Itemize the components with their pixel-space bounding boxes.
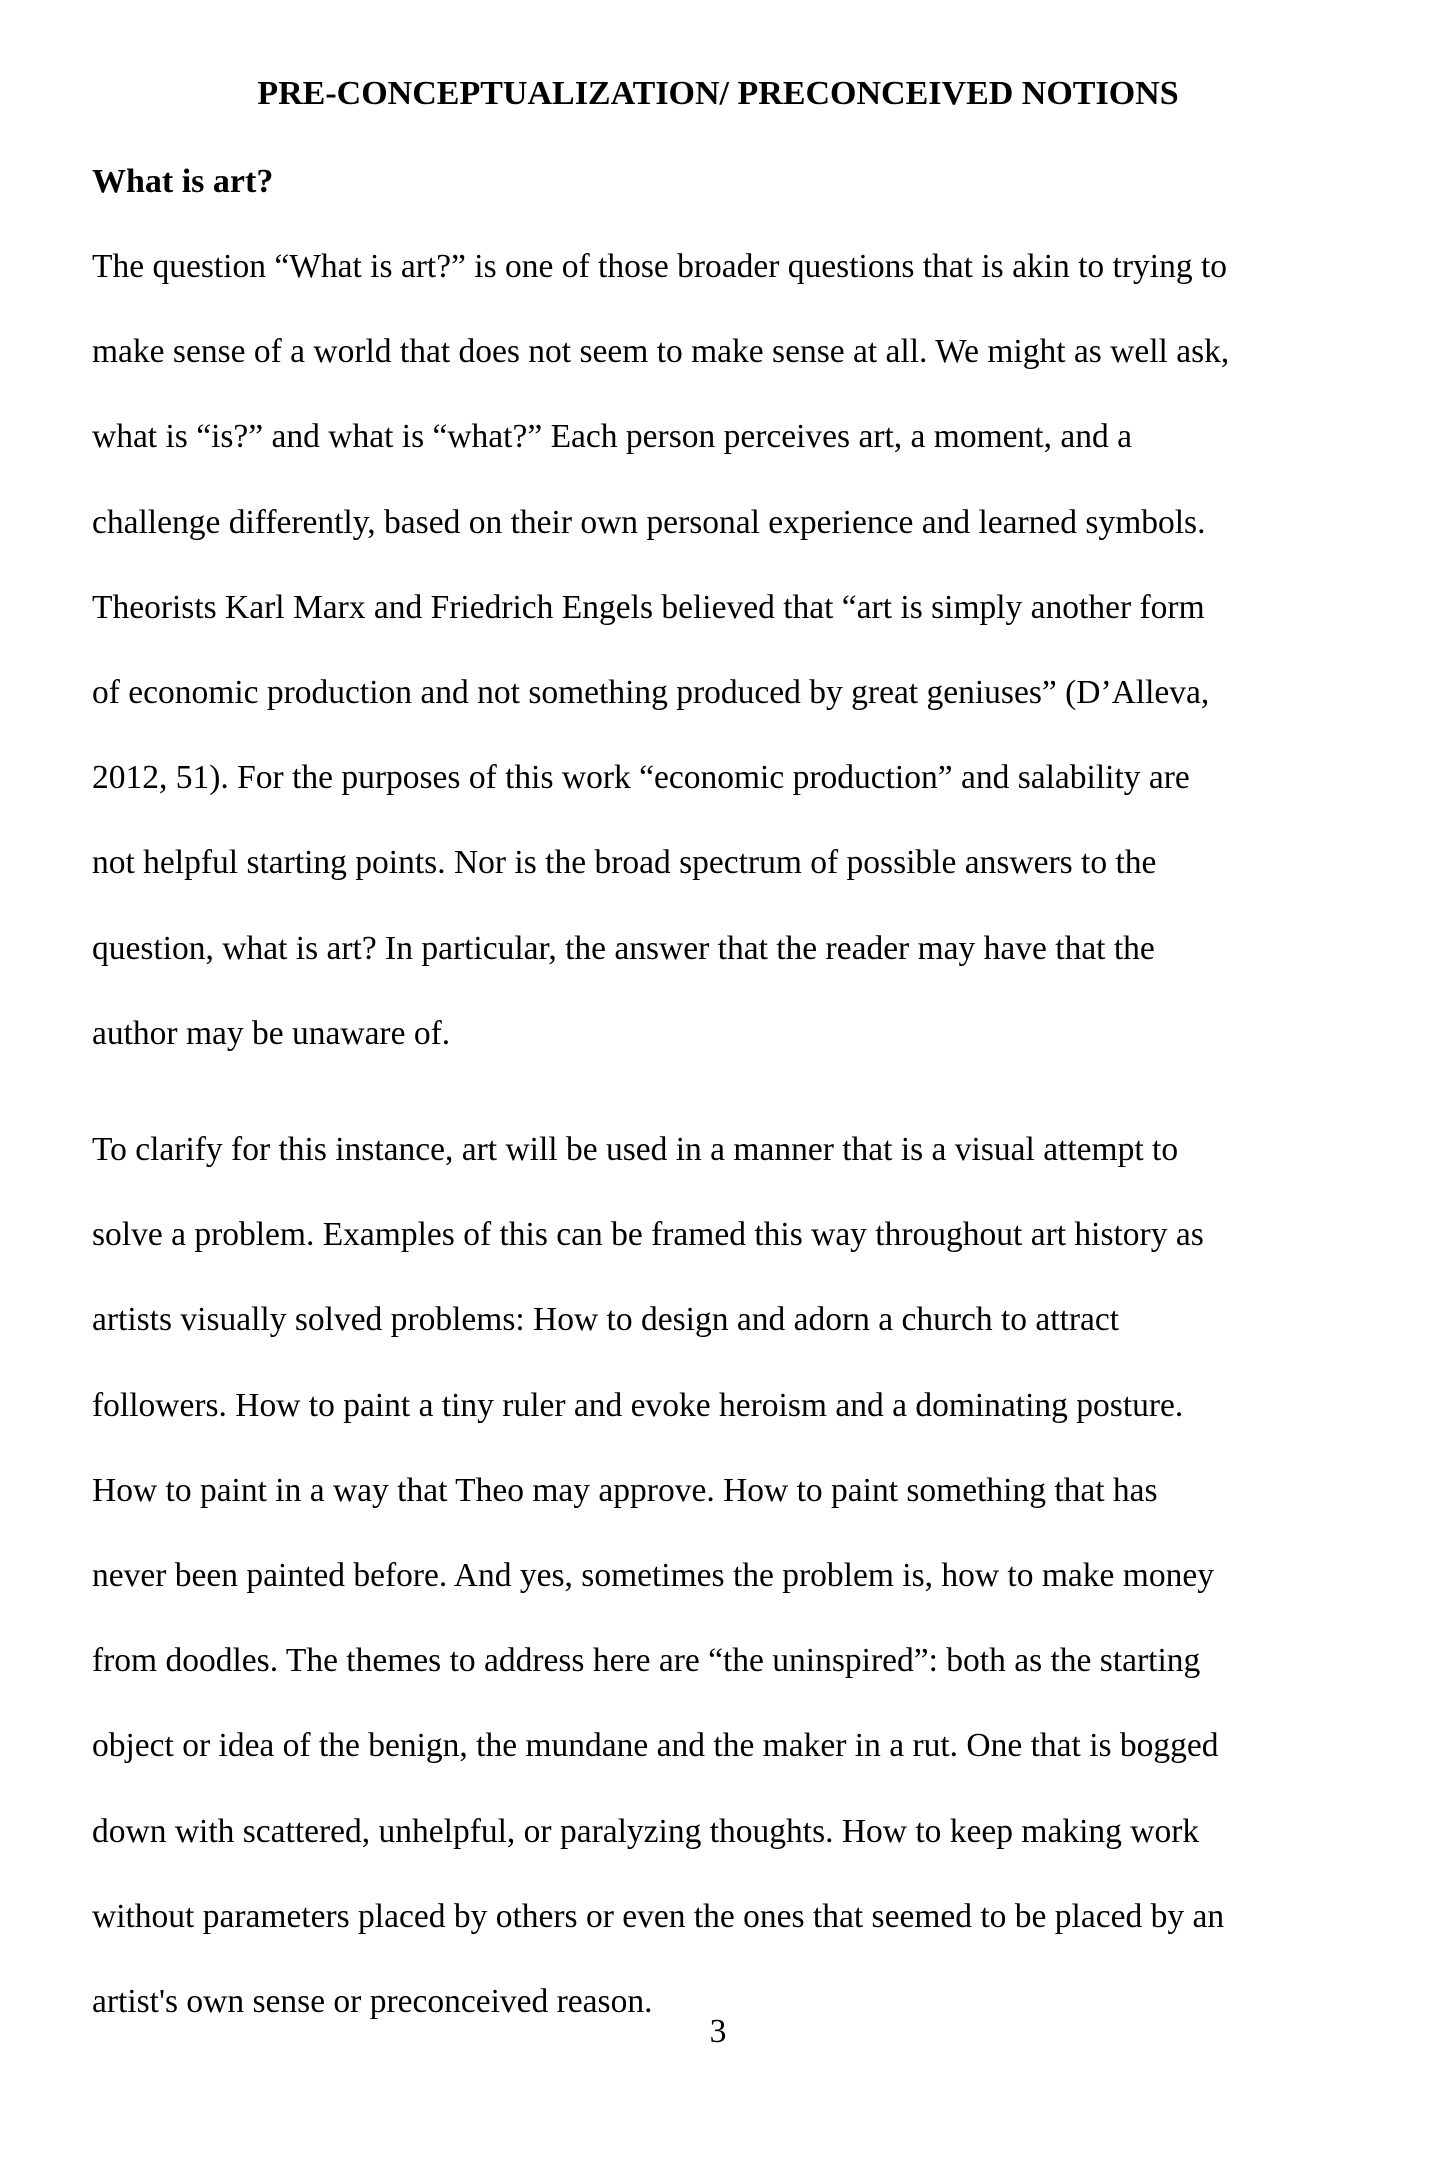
paragraph-line: artist's own sense or preconceived reason. [92,1982,653,2020]
paragraph-line: The question “What is art?” is one of those broader questions that is akin to trying to [92,248,1228,285]
section-heading: What is art? [92,163,274,200]
paragraph-line: make sense of a world that does not seem to make sense at all. We might as well ask, [92,333,1230,371]
page-number: 3 [709,2013,727,2050]
paragraph-line: question, what is art? In particular, the answer that the reader may have that the [92,929,1155,967]
paragraph-line: How to paint in a way that Theo may approve. How to paint something that has [92,1471,1158,1509]
paragraph-line: artists visually solved problems: How to design and adorn a church to attract [92,1301,1120,1339]
paragraph-line: author may be unaware of. [92,1014,451,1052]
paragraph-line: without parameters placed by others or even the ones that seemed to be placed by an [92,1897,1225,1935]
paragraph-1 [92,243,1229,1095]
paragraph-line: object or idea of the benign, the mundane and the maker in a rut. One that is bogged [92,1727,1219,1765]
paragraph-line: never been painted before. And yes, sometimes the problem is, how to make money [92,1556,1214,1594]
paragraph-line: 2012, 51). For the purposes of this work “economic production” and salability are [92,759,1190,797]
paragraph-line: of economic production and not something produced by great geniuses” (D’Alleva, [92,673,1210,711]
paragraph-line: followers. How to paint a tiny ruler and evoke heroism and a dominating posture. [92,1386,1184,1424]
paragraph-line: down with scattered, unhelpful, or paralyzing thoughts. How to keep making work [92,1812,1200,1850]
paragraph-line: not helpful starting points. Nor is the broad spectrum of possible answers to the [92,844,1157,882]
paragraph-line: solve a problem. Examples of this can be framed this way throughout art history as [92,1216,1204,1254]
document-title: PRE-CONCEPTUALIZATION/ PRECONCEIVED NOTIONS [257,75,1179,112]
paragraph-line: Theorists Karl Marx and Friedrich Engels believed that “art is simply another form [92,588,1205,626]
paragraph-line: challenge differently, based on their own personal experience and learned symbols. [92,503,1206,541]
paragraph-line: To clarify for this instance, art will be used in a manner that is a visual attempt to [92,1131,1179,1168]
paragraph-2 [92,1126,1224,2063]
paragraph-line: what is “is?” and what is “what?” Each person perceives art, a moment, and a [92,418,1132,456]
paragraph-line: from doodles. The themes to address here are “the uninspired”: both as the starting [92,1642,1201,1680]
